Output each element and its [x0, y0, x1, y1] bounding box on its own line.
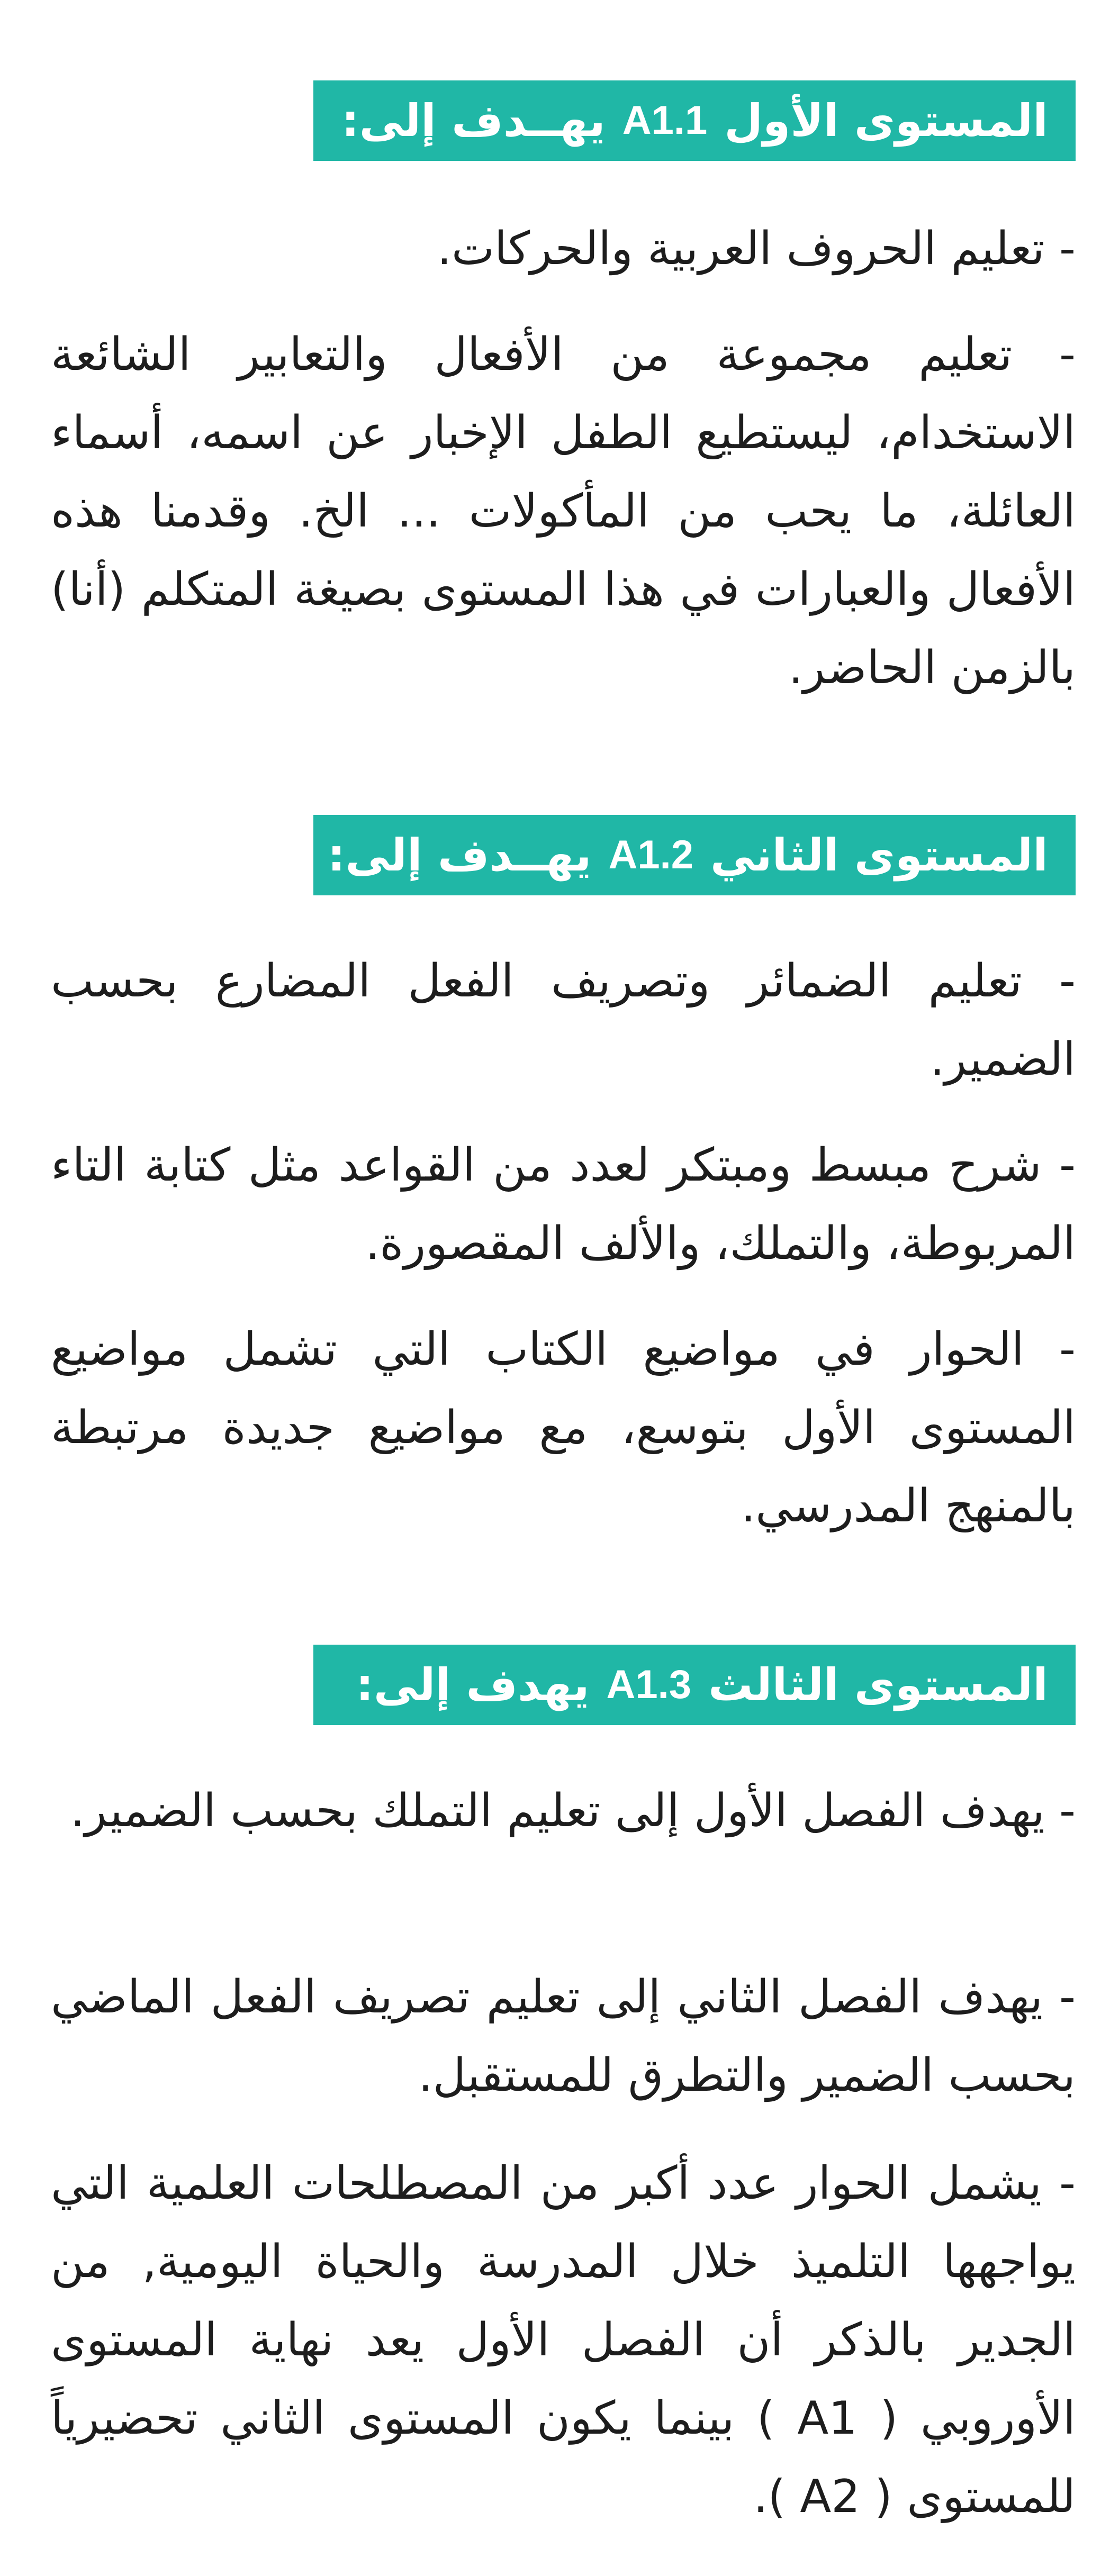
level-3-heading-banner — [313, 1645, 1076, 1725]
level-2-paragraph-3: - الحوار في مواضيع الكتاب التي تشمل مواضيع المستوى الأول بتوسع، مع مواضيع جديدة مرتبطة بالمنهج المدرسي. — [51, 1323, 1076, 1532]
level-2-heading-banner — [313, 815, 1076, 895]
level-1-code: A1.1 — [622, 98, 708, 143]
level-3-paragraph-3: - يشمل الحوار عدد أكبر من المصطلحات العلمية التي يواجهها التلميذ خلال المدرسة والحياة اليومية, من الجدير بالذكر أن الفصل الأول يعد نهاية المستوى الأوروبي ( A1 ) بينما يكون المستوى الثاني تحضيرياً للمستوى ( A2 ). — [51, 2157, 1076, 2523]
level-3-paragraph-1: - يهدف الفصل الأول إلى تعليم التملك بحسب الضمير. — [70, 1784, 1076, 1837]
level-2-aim: يهــدف إلى: — [327, 829, 592, 881]
level-2-paragraph-2: - شرح مبسط ومبتكر لعدد من القواعد مثل كتابة التاء المربوطة، والتملك، والألف المقصورة. — [51, 1139, 1076, 1270]
level-1-paragraph-1: - تعليم الحروف العربية والحركات. — [437, 222, 1076, 275]
level-2-code: A1.2 — [608, 832, 693, 877]
level-1-name: المستوى الأول — [724, 95, 1048, 147]
level-2-name: المستوى الثاني — [710, 829, 1048, 881]
level-1-paragraph-2: - تعليم مجموعة من الأفعال والتعابير الشائعة الاستخدام، ليستطيع الطفل الإخبار عن اسمه، أسماء العائلة، ما يحب من المأكولات ... الخ. وقدمنا هذه الأفعال والعبارات في هذا المستوى بصيغة المتكلم (أنا) بالزمن الحاضر. — [51, 328, 1076, 694]
level-3-code: A1.3 — [606, 1662, 692, 1707]
level-1-heading-banner — [313, 80, 1076, 161]
level-2-paragraph-1: - تعليم الضمائر وتصريف الفعل المضارع بحسب الضمير. — [51, 955, 1076, 1086]
level-3-paragraph-2: - يهدف الفصل الثاني إلى تعليم تصريف الفعل الماضي بحسب الضمير والتطرق للمستقبل. — [51, 1971, 1076, 2102]
level-3-name: المستوى الثالث — [708, 1659, 1048, 1711]
level-3-aim: يهدف إلى: — [356, 1659, 590, 1711]
level-1-aim: يهــدف إلى: — [341, 95, 606, 147]
